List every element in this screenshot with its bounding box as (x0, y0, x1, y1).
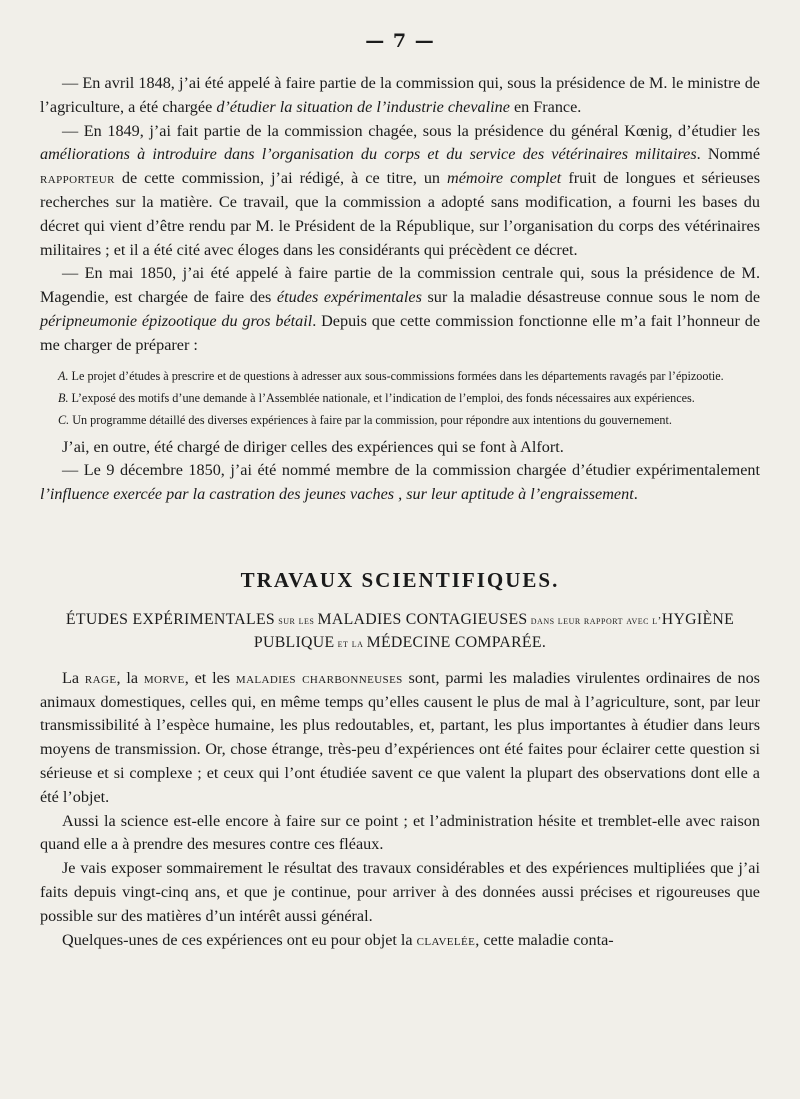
list-letter: C. (58, 412, 70, 427)
section-subheading (40, 609, 760, 655)
subheading-small: dans leur rapport avec l’ (527, 614, 662, 627)
smallcaps-text: rage (84, 668, 117, 687)
text: . (633, 485, 638, 504)
smallcaps-text: maladies charbonneuses (235, 668, 403, 687)
page-number: — 7 — (365, 30, 435, 52)
subheading-text: HYGIÈNE PUBLIQUE (253, 610, 735, 651)
text: La (62, 668, 85, 687)
subheading-small: sur les (275, 614, 318, 627)
subheading-text: MALADIES CONTAGIEUSES (317, 610, 528, 628)
list-letter: A. (58, 368, 69, 383)
italic-text: mémoire complet (447, 169, 562, 188)
subheading-text: MÉDECINE COMPARÉE. (366, 633, 547, 651)
text: — En mai 1850, j’ai été appelé à faire partie de la commission centrale qui, sous la présidence de M. Magendie, est chargée de faire des (40, 264, 760, 307)
paragraph-commission-1848 (40, 72, 760, 120)
section-heading: TRAVAUX SCIENTIFIQUES. (240, 567, 560, 592)
text: Quelques-unes de ces expériences ont eu pour objet la (62, 930, 417, 949)
page-body (40, 72, 760, 952)
list-text: L’exposé des motifs d’une demande à l’Assemblée nationale, et l’indication de l’emploi, des fonds nécessaires aux expériences. (68, 390, 695, 405)
list-item (40, 412, 760, 428)
text: , cette maladie conta- (475, 930, 614, 949)
text: fruit de longues et sérieuses recherches sur la matière. Ce travail, que la commission a adopté sans modification, a fourni les bases du décret qui vient d’être rendu par M. le Président de la République, sur l’organisation du corps des vétérinaires militaires ; et il a été cité avec éloges dans les considérants qui précèdent ce décret. (40, 169, 760, 259)
text: . Nommé (696, 145, 760, 164)
italic-text: péripneumonie épizootique du gros bétail (40, 311, 313, 330)
paragraph-commission-dec-1850 (40, 459, 760, 507)
text: — Le 9 décembre 1850, j’ai été nommé membre de la commission chargée d’étudier expérimentalement (62, 461, 760, 480)
paragraph-commission-1849 (40, 120, 760, 263)
list-item (40, 390, 760, 406)
paragraph-clavelee (40, 929, 760, 953)
italic-text: d’étudier la situation de l’industrie chevaline (216, 97, 510, 116)
paragraph-exposer: Je vais exposer sommairement le résultat des travaux considérables et des expériences multipliées que j’ai faits depuis vingt-cinq ans, et que je continue, pour arriver à des données aussi précises et rigoureuses que possible sur des matières d’un intérêt aussi général. (40, 859, 760, 925)
text: — En avril 1848, j’ai été appelé à faire partie de la commission qui, sous la présidence de M. le ministre de l’agriculture, a été chargée (40, 74, 760, 116)
subheading-text: ÉTUDES EXPÉRIMENTALES (65, 610, 275, 628)
list-text: Le projet d’études à prescrire et de questions à adresser aux sous-commissions formées dans les départements ravagés par l’épizootie. (68, 368, 724, 383)
subheading-small: et la (334, 637, 367, 650)
list-text: Un programme détaillé des diverses expériences à faire par la commission, pour répondre aux intentions du gouvernement. (69, 412, 672, 427)
list-letter: B. (58, 390, 69, 405)
smallcaps-text: rapporteur (40, 169, 115, 188)
paragraph-commission-1850 (40, 262, 760, 357)
tasks-list (40, 368, 760, 428)
italic-text: études expérimentales (276, 288, 422, 307)
text: , la (116, 668, 144, 687)
text: sur la maladie désastreuse connue sous le nom de (421, 288, 760, 307)
text: en France. (509, 97, 582, 116)
text: sont, parmi les maladies virulentes ordinaires de nos animaux domestiques, celles qui, en même temps qu’elles causent le plus de mal à l’agriculture, sont, par leur transmissibilité à l’espèce humaine, les plus redoutables, et, partant, les plus importantes à étudier dans leurs moyens de transmission. Or, chose étrange, très-peu d’expériences ont été faites pour éclairer cette question si sérieuse et si complexe ; et ceux qui l’ont étudiée savent ce que valent la plupart des observations dont elle a été l’objet. (40, 668, 760, 806)
text: , et les (184, 668, 236, 687)
text: — En 1849, j’ai fait partie de la commission chagée, sous la présidence du général Kœnig, d’étudier les (62, 121, 760, 140)
smallcaps-text: morve (143, 668, 185, 687)
text: . Depuis que cette commission fonctionne elle m’a fait l’honneur de me charger de préparer : (40, 311, 760, 354)
paragraph-science: Aussi la science est-elle encore à faire sur ce point ; et l’administration hésite et tremblet-elle avec raison quand elle a à prendre des mesures contre ces fléaux. (40, 811, 760, 854)
italic-text: l’influence exercée par la castration des jeunes vaches , sur leur aptitude à l’engraissement (40, 485, 634, 504)
text: de cette commission, j’ai rédigé, à ce titre, un (114, 169, 448, 188)
italic-text: améliorations à introduire dans l’organisation du corps et du service des vétérinaires militaires (40, 145, 697, 164)
paragraph-maladies (40, 667, 760, 810)
paragraph-alfort: J’ai, en outre, été chargé de diriger celles des expériences qui se font à Alfort. (62, 437, 564, 456)
smallcaps-text: clavelée (416, 930, 476, 949)
list-item (40, 368, 760, 384)
